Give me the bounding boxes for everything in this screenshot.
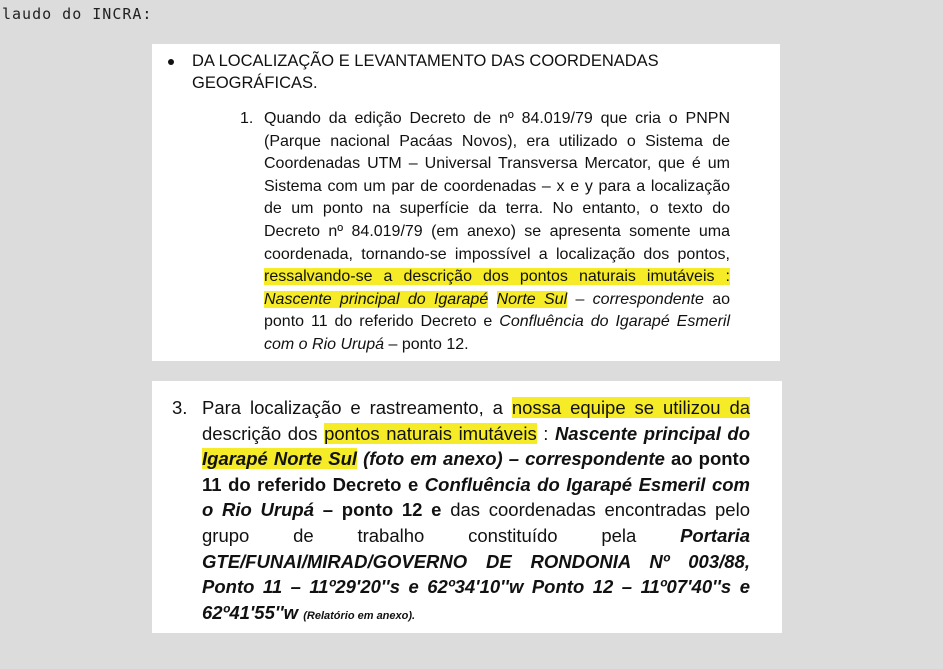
highlighted-italic-text: Norte Sul xyxy=(496,290,568,308)
highlighted-text: ressalvando-se a descrição dos pontos naturais imutáveis : xyxy=(264,268,730,286)
highlighted-text: pontos naturais imutáveis xyxy=(324,422,537,444)
caption-text: laudo do INCRA: xyxy=(2,5,153,23)
highlighted-bold-italic-text: Igarapé Norte Sul xyxy=(202,448,358,470)
text-run: – ponto 12. xyxy=(388,335,469,353)
item-number: 3. xyxy=(172,397,188,418)
document-excerpt-incra xyxy=(152,44,780,361)
item-paragraph xyxy=(202,395,750,629)
highlighted-text: nossa equipe se utilizou da xyxy=(511,397,751,418)
bold-italic-text: Confluência do Igarapé Esmeril com o Rio Urupá xyxy=(202,473,750,521)
text-run: Quando da edição Decreto de nº 84.019/79 que cria o PNPN (Parque nacional Pacáas Novos), era utilizado o Sistema de Coordenadas UTM – Universal Transversa Mercator, que é um Sistema com um par de coordenadas – x e y para a localização de um ponto na superfície da terra. No entanto, o texto do Decreto nº 84.019/79 (em anexo) se apresenta somente uma coordenada, tornando-se impossível a localização dos pontos, xyxy=(264,110,730,263)
text-run: das coordenadas encontradas pelo grupo de trabalho constituído pela xyxy=(202,499,750,546)
text-run: descrição dos xyxy=(202,422,318,444)
bold-text: – ponto 12 e xyxy=(322,499,442,521)
italic-text: – correspondente xyxy=(575,290,704,308)
item-paragraph xyxy=(264,108,730,357)
italic-text: Confluência do Igarapé Esmeril com o Rio Urupá xyxy=(264,313,731,353)
small-note-text: (Relatório em anexo). xyxy=(303,609,416,622)
text-run: Para localização e rastreamento, a xyxy=(202,397,503,418)
bold-italic-text: (foto em anexo) – correspondente xyxy=(363,448,665,470)
text-run: ao ponto 11 do referido Decreto e xyxy=(264,290,730,331)
item-number: 1. xyxy=(240,110,254,127)
text-run: : xyxy=(543,422,549,444)
bullet-icon xyxy=(168,59,174,65)
bold-text: ao ponto 11 do referido Decreto e xyxy=(202,448,751,495)
highlighted-italic-text: Nascente principal do Igarapé xyxy=(264,290,489,308)
heading-line-1: DA LOCALIZAÇÃO E LEVANTAMENTO DAS COORDENADAS xyxy=(192,52,659,70)
document-excerpt-report xyxy=(152,381,782,633)
bold-italic-text: Portaria GTE/FUNAI/MIRAD/GOVERNO DE RONDONIA Nº 003/88, Ponto 11 – 11º29'20''s e 62º34'10''w Ponto 12 – 11º07'40''s e 62º41'55''w xyxy=(202,524,750,623)
heading-line-2: GEOGRÁFICAS. xyxy=(192,74,318,92)
bold-italic-text: Nascente principal do xyxy=(554,422,750,444)
